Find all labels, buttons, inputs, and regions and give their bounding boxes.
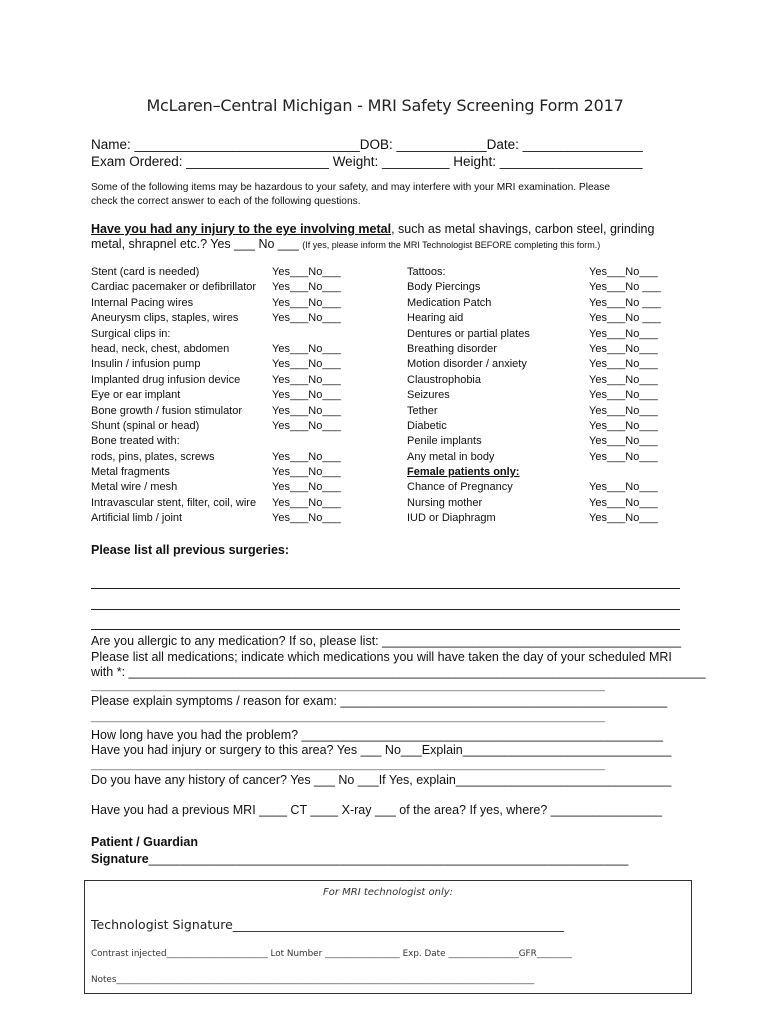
contrast-injected-row[interactable]: Contrast injected_______________________ Lot Number _________________ Exp. Date ________________GFR________ — [91, 949, 572, 959]
screening-item: Stent (card is needed) — [91, 266, 200, 278]
yes-no-answer[interactable]: Yes___No___ — [272, 266, 341, 278]
screening-item: Shunt (spinal or head) — [91, 419, 200, 432]
surgeries-line-3[interactable] — [91, 629, 680, 630]
technologist-box — [84, 880, 692, 994]
screening-item: Bone treated with: — [91, 435, 180, 448]
screening-item: Hearing aid — [407, 312, 464, 325]
yes-no-answer[interactable]: Yes___No ___ — [589, 296, 661, 309]
screening-item: Intravascular stent, filter, coil, wire — [91, 496, 257, 509]
yes-no-answer[interactable]: Yes___No___ — [589, 327, 658, 340]
yes-no-answer[interactable]: Yes___No___ — [272, 281, 341, 294]
eye-question-rest: , such as metal shavings, carbon steel, grinding — [391, 222, 655, 236]
medications-line-2[interactable]: with *: ___________________________________________________________________________________ — [91, 665, 706, 679]
exam-weight-height-line[interactable]: Exam Ordered: ___________________ Weight: _________ Height: ___________________ — [91, 154, 643, 169]
screening-item: Bone growth / fusion stimulator — [91, 404, 243, 417]
yes-no-answer[interactable]: Yes___No ___ — [589, 312, 661, 325]
screening-item: Any metal in body — [407, 450, 495, 463]
right-item-list — [407, 265, 530, 527]
yes-no-answer[interactable]: Yes___No___ — [589, 435, 658, 448]
medications-line-3[interactable]: ________________________________________________________________________________________ — [91, 680, 605, 692]
eye-question-line-2[interactable] — [91, 237, 600, 251]
screening-item: Chance of Pregnancy — [407, 481, 513, 494]
injury-area-question[interactable]: Have you had injury or surgery to this area? Yes ___ No___Explain______________________________ — [91, 743, 672, 757]
yes-no-answer[interactable]: Yes___No___ — [589, 419, 658, 432]
technologist-box-heading: For MRI technologist only: — [322, 887, 454, 898]
cancer-question[interactable]: Do you have any history of cancer? Yes ___ No ___If Yes, explain_______________________________ — [91, 773, 672, 787]
patient-guardian-label: Patient / Guardian — [91, 835, 198, 849]
yes-no-answer[interactable] — [272, 327, 341, 342]
yes-no-answer[interactable]: Yes___No___ — [589, 342, 658, 355]
screening-item: Diabetic — [407, 419, 447, 432]
symptoms-question[interactable]: Please explain symptoms / reason for exam: _______________________________________________ — [91, 694, 668, 708]
screening-item: rods, pins, plates, screws — [91, 450, 215, 463]
screening-item: Surgical clips in: — [91, 327, 171, 340]
yes-no-answer[interactable]: Yes___No___ — [589, 450, 658, 463]
eye-question-answer[interactable]: metal, shrapnel etc.? Yes ___ No ___ — [91, 237, 299, 251]
screening-item: Claustrophobia — [407, 373, 481, 386]
screening-item: Artificial limb / joint — [91, 512, 183, 525]
left-answer-list[interactable] — [272, 265, 341, 527]
yes-no-answer[interactable]: Yes___No___ — [272, 404, 341, 417]
form-title: McLaren–Central Michigan - MRI Safety Screening Form 2017 — [146, 96, 624, 115]
screening-item: head, neck, chest, abdomen — [91, 342, 230, 355]
screening-item: Motion disorder / anxiety — [407, 358, 527, 371]
screening-item: Aneurysm clips, staples, wires — [91, 312, 239, 325]
yes-no-answer[interactable]: Yes___No___ — [272, 389, 341, 402]
yes-no-answer[interactable]: Yes___No___ — [589, 404, 658, 417]
yes-no-answer[interactable]: Yes___No___ — [272, 312, 341, 325]
screening-item: Cardiac pacemaker or defibrillator — [91, 281, 257, 294]
yes-no-answer[interactable]: Yes___No___ — [589, 373, 658, 386]
surgeries-line-2[interactable] — [91, 609, 680, 610]
surgeries-line-1[interactable] — [91, 588, 680, 589]
screening-item: Seizures — [407, 389, 450, 402]
yes-no-answer[interactable]: Yes___No___ — [589, 512, 658, 525]
yes-no-answer[interactable]: Yes___No___ — [589, 266, 658, 278]
previous-mri-question[interactable]: Have you had a previous MRI ____ CT ____ X-ray ___ of the area? If yes, where? ________________ — [91, 803, 662, 817]
signature-line[interactable]: _____________________________________________________________________ — [148, 852, 629, 866]
yes-no-answer[interactable]: Yes___No___ — [272, 373, 341, 386]
yes-no-answer[interactable]: Yes___No___ — [272, 450, 341, 463]
yes-no-answer[interactable]: Yes___No___ — [272, 512, 341, 525]
yes-no-answer[interactable]: Yes___No___ — [272, 496, 341, 509]
allergy-question[interactable]: Are you allergic to any medication? If so, please list: ___________________________________________ — [91, 634, 682, 648]
notes-line[interactable]: Notes_______________________________________________________________________________________________ — [91, 975, 535, 985]
left-item-list — [91, 265, 256, 527]
yes-no-answer[interactable]: Yes___No___ — [589, 496, 658, 509]
screening-item: Eye or ear implant — [91, 389, 181, 402]
signature-label: Signature — [91, 852, 149, 866]
yes-no-answer[interactable] — [589, 465, 661, 480]
yes-no-answer[interactable]: Yes___No___ — [272, 358, 341, 371]
screening-item: Nursing mother — [407, 496, 483, 509]
yes-no-answer[interactable]: Yes___No___ — [589, 481, 658, 494]
intro-line-2: check the correct answer to each of the following questions. — [91, 196, 361, 207]
screening-item: Tether — [407, 404, 438, 417]
screening-item: Penile implants — [407, 435, 482, 448]
screening-item: Body Piercings — [407, 281, 481, 294]
screening-item: Insulin / infusion pump — [91, 358, 201, 371]
screening-item: Dentures or partial plates — [407, 327, 530, 340]
yes-no-answer[interactable]: Yes___No___ — [272, 466, 341, 479]
medications-line-1: Please list all medications; indicate which medications you will have taken the day of your scheduled MRI — [91, 650, 672, 664]
yes-no-answer[interactable]: Yes___No___ — [589, 389, 658, 402]
technologist-signature[interactable]: Technologist Signature_____________________________________________________ — [91, 917, 565, 932]
problem-duration-question[interactable]: How long have you had the problem? ____________________________________________________ — [91, 728, 664, 742]
screening-item: Internal Pacing wires — [91, 296, 194, 309]
screening-item: Female patients only: — [407, 466, 520, 479]
right-answer-list[interactable] — [589, 265, 661, 527]
surgeries-label: Please list all previous surgeries: — [91, 543, 290, 557]
eye-question-bold: Have you had any injury to the eye involving metal — [91, 222, 392, 236]
yes-no-answer[interactable]: Yes___No___ — [589, 358, 658, 371]
screening-item: Breathing disorder — [407, 342, 497, 355]
injury-area-line-2[interactable]: ________________________________________________________________________________________ — [91, 759, 605, 771]
yes-no-answer[interactable]: Yes___No___ — [272, 342, 341, 355]
screening-item: Metal wire / mesh — [91, 481, 178, 494]
name-dob-date-line[interactable]: Name: ______________________________DOB: ____________Date: ________________ — [91, 137, 643, 152]
yes-no-answer[interactable] — [272, 434, 341, 449]
screening-item: Tattoos: — [407, 266, 446, 278]
signature-row[interactable] — [91, 852, 628, 866]
screening-item: Implanted drug infusion device — [91, 373, 241, 386]
yes-no-answer[interactable]: Yes___No___ — [272, 419, 341, 432]
yes-no-answer[interactable]: Yes___No ___ — [589, 281, 661, 294]
eye-question-note: (If yes, please inform the MRI Technologist BEFORE completing this form.) — [302, 240, 601, 250]
screening-item: IUD or Diaphragm — [407, 512, 496, 525]
yes-no-answer[interactable]: Yes___No___ — [272, 296, 341, 309]
yes-no-answer[interactable]: Yes___No___ — [272, 481, 341, 494]
symptoms-line-2[interactable]: ________________________________________________________________________________________ — [91, 711, 605, 723]
intro-line-1: Some of the following items may be hazardous to your safety, and may interfere with your MRI examination. Please — [91, 182, 611, 193]
eye-question-line-1 — [91, 222, 654, 236]
screening-item: Metal fragments — [91, 466, 170, 479]
screening-item: Medication Patch — [407, 296, 492, 309]
